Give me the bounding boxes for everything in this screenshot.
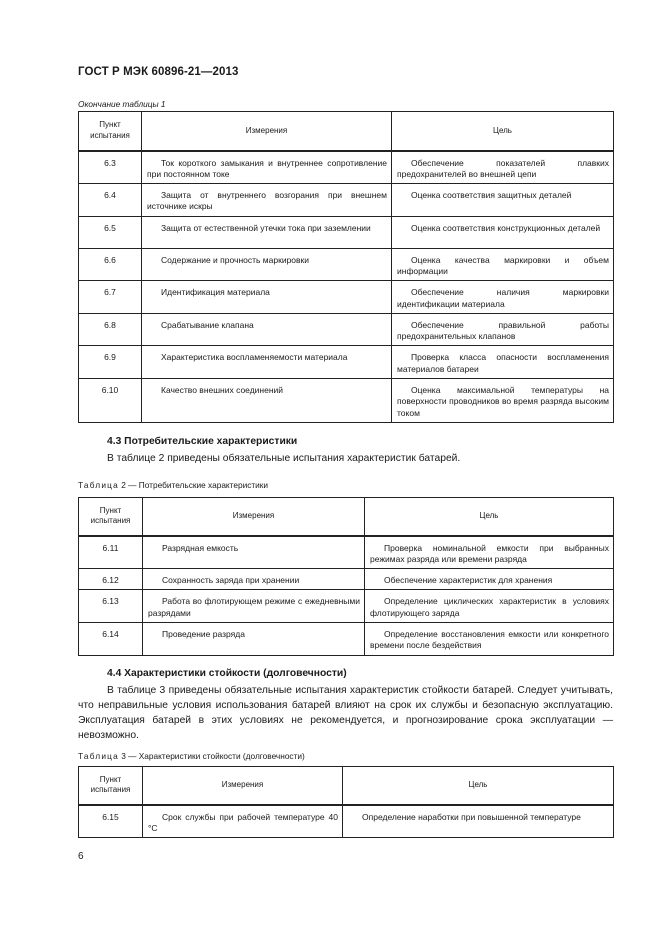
table-row [79, 536, 614, 569]
table1-header-purpose: Цель [392, 112, 614, 151]
table3-caption [78, 751, 305, 761]
table1-header-measure: Измерения [142, 112, 392, 151]
table3 [78, 766, 614, 838]
row-measure: Качество внешних соединений [142, 379, 392, 423]
table-row [79, 184, 614, 217]
table1-caption: Окончание таблицы 1 [78, 99, 166, 109]
row-measure: Защита от естественной утечки тока при заземлении [142, 216, 392, 248]
table2-caption-text: 2 — Потребительские характеристики [121, 480, 269, 490]
row-measure: Содержание и прочность маркировки [142, 248, 392, 281]
row-purpose: Обеспечение показателей плавких предохранителей во внешней цепи [392, 151, 614, 184]
table2-caption [78, 480, 268, 490]
row-num: 6.10 [79, 379, 142, 423]
row-measure: Работа во флотирующем режиме с ежедневными разрядами [143, 590, 365, 623]
table1-header-num: Пункт испытания [79, 112, 142, 151]
row-purpose: Обеспечение характеристик для хранения [365, 569, 614, 590]
table3-header-purpose: Цель [343, 767, 614, 805]
section-4-4-heading: 4.4 Характеристики стойкости (долговечности) [107, 668, 347, 679]
row-num: 6.12 [79, 569, 143, 590]
row-measure: Характеристика воспламеняемости материала [142, 346, 392, 379]
row-num: 6.3 [79, 151, 142, 184]
row-num: 6.15 [79, 805, 143, 838]
table-row [79, 248, 614, 281]
row-num: 6.5 [79, 216, 142, 248]
table3-caption-label: Таблица [78, 751, 119, 761]
row-measure: Разрядная емкость [143, 536, 365, 569]
row-purpose: Проверка класса опасности воспламенения материалов батареи [392, 346, 614, 379]
row-purpose: Проверка номинальной емкости при выбранных режимах разряда или времени разряда [365, 536, 614, 569]
row-measure: Срок службы при рабочей температуре 40 °C [143, 805, 343, 838]
row-num: 6.4 [79, 184, 142, 217]
row-num: 6.8 [79, 313, 142, 346]
row-num: 6.14 [79, 622, 143, 655]
table-row [79, 346, 614, 379]
page-number: 6 [78, 851, 84, 862]
row-purpose: Оценка качества маркировки и объем информации [392, 248, 614, 281]
table2-header-num: Пункт испытания [79, 498, 143, 536]
row-measure: Защита от внутреннего возгорания при внешнем источнике искры [142, 184, 392, 217]
row-purpose: Определение наработки при повышенной температуре [343, 805, 614, 838]
table3-header-num: Пункт испытания [79, 767, 143, 805]
row-measure: Ток короткого замыкания и внутреннее сопротивление при постоянном токе [142, 151, 392, 184]
row-measure: Срабатывание клапана [142, 313, 392, 346]
table-row [79, 216, 614, 248]
row-num: 6.6 [79, 248, 142, 281]
row-measure: Идентификация материала [142, 281, 392, 314]
row-purpose: Определение циклических характеристик в условиях флотирующего заряда [365, 590, 614, 623]
table-row [79, 622, 614, 655]
table-row [79, 805, 614, 838]
table-row [79, 151, 614, 184]
row-purpose: Оценка соответствия защитных деталей [392, 184, 614, 217]
row-num: 6.7 [79, 281, 142, 314]
table2-header-measure: Измерения [143, 498, 365, 536]
row-purpose: Оценка соответствия конструкционных деталей [392, 216, 614, 248]
table-row [79, 590, 614, 623]
table1-header-row [79, 112, 614, 151]
table1 [78, 111, 614, 423]
row-measure: Сохранность заряда при хранении [143, 569, 365, 590]
table-row [79, 379, 614, 423]
table3-header-row [79, 767, 614, 805]
row-measure: Проведение разряда [143, 622, 365, 655]
row-num: 6.9 [79, 346, 142, 379]
table2 [78, 497, 614, 656]
section-4-3-heading: 4.3 Потребительские характеристики [107, 436, 298, 447]
row-purpose: Обеспечение правильной работы предохранительных клапанов [392, 313, 614, 346]
section-4-3-paragraph: В таблице 2 приведены обязательные испытания характеристик батарей. [107, 453, 461, 464]
row-num: 6.11 [79, 536, 143, 569]
table3-caption-text: 3 — Характеристики стойкости (долговечности) [121, 751, 305, 761]
row-purpose: Оценка максимальной температуры на поверхности проводников во время разряда высоким током [392, 379, 614, 423]
table-row [79, 313, 614, 346]
section-4-4-paragraph: В таблице 3 приведены обязательные испытания характеристик стойкости батарей. Следует учитывать, что неправильные условия использования батарей влияют на срок их службы и безопасную эксплуатацию. Эксплуатация батарей в этих условиях не рекомендуется, и прогнозирование срока эксплуатации — невозможно. [78, 685, 613, 741]
table3-header-measure: Измерения [143, 767, 343, 805]
table2-header-purpose: Цель [365, 498, 614, 536]
row-purpose: Обеспечение наличия маркировки идентификации материала [392, 281, 614, 314]
document-header: ГОСТ Р МЭК 60896-21—2013 [78, 66, 239, 78]
table2-header-row [79, 498, 614, 536]
table-row [79, 281, 614, 314]
row-num: 6.13 [79, 590, 143, 623]
row-purpose: Определение восстановления емкости или конкретного времени после бездействия [365, 622, 614, 655]
table2-caption-label: Таблица [78, 480, 119, 490]
table-row [79, 569, 614, 590]
